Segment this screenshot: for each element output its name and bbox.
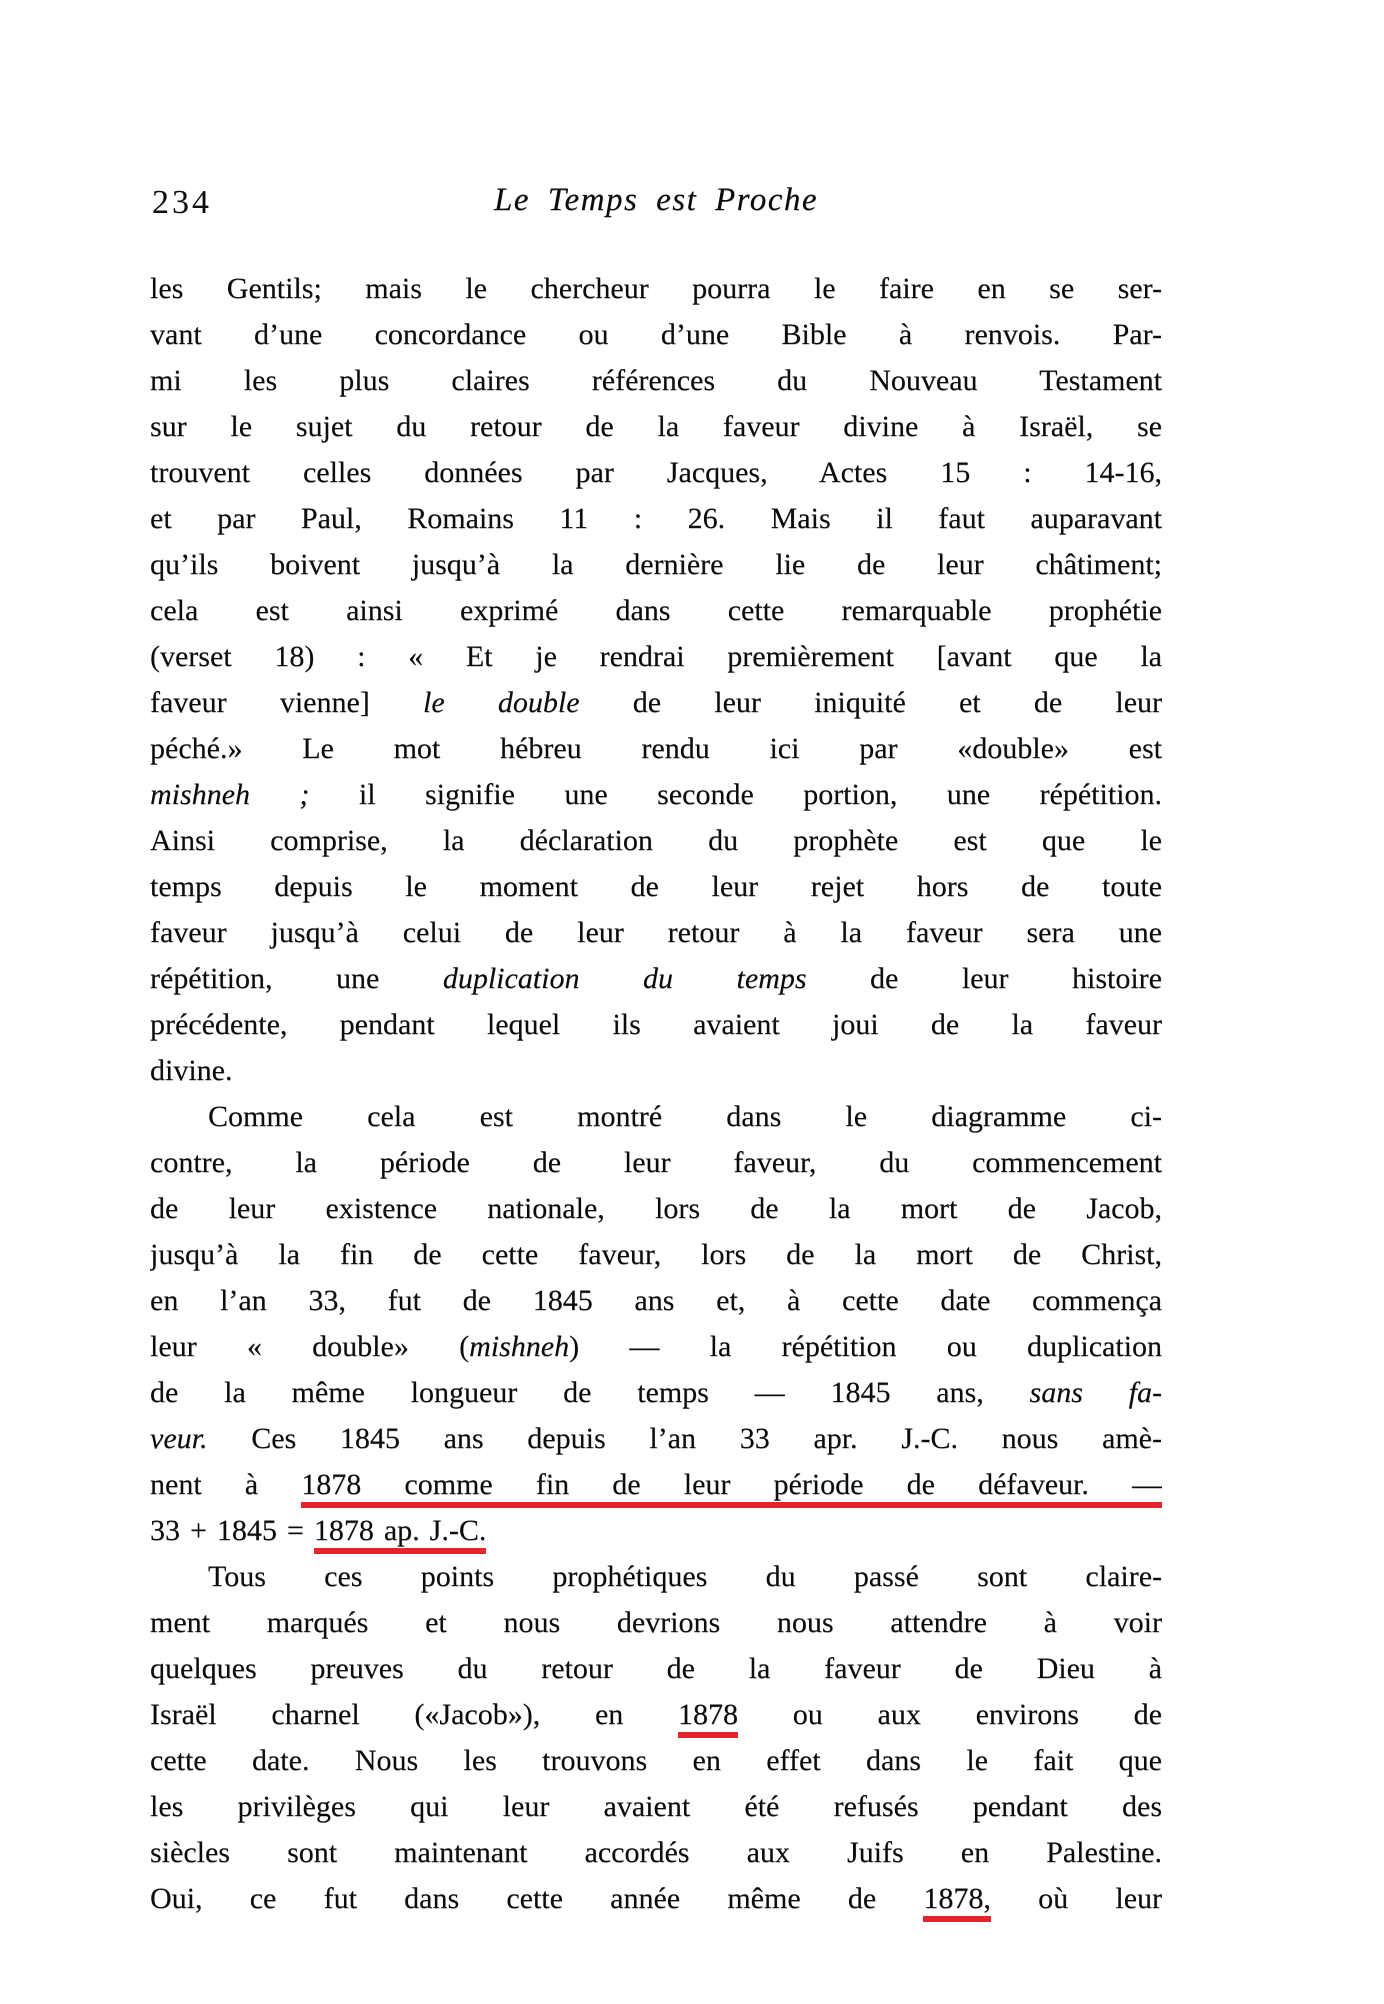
text-line	[150, 1508, 1162, 1554]
text-line	[150, 1646, 1162, 1692]
text-segment: Israël charnel («Jacob»), en	[150, 1698, 679, 1731]
text-segment: les privilèges qui leur avaient été refusés pendant des	[150, 1790, 1162, 1823]
text-segment: leur « double» (	[150, 1330, 470, 1363]
text-segment: quelques preuves du retour de la faveur de Dieu à	[150, 1652, 1162, 1685]
text-segment: précédente, pendant lequel ils avaient joui de la faveur	[150, 1008, 1162, 1041]
text-segment: Oui, ce fut dans cette année même de	[150, 1882, 924, 1915]
text-line	[150, 910, 1162, 956]
text-line	[150, 1278, 1162, 1324]
text-segment: duplication du temps	[442, 962, 807, 995]
text-line	[150, 956, 1162, 1002]
text-line	[150, 1830, 1162, 1876]
text-segment: il signifie une seconde portion, une répétition.	[309, 778, 1162, 811]
text-segment: Tous ces points prophétiques du passé sont claire-	[208, 1560, 1162, 1593]
text-line	[150, 1784, 1162, 1830]
text-line	[150, 1554, 1162, 1600]
text-segment: contre, la période de leur faveur, du commencement	[150, 1146, 1162, 1179]
text-segment: trouvent celles données par Jacques, Actes 15 : 14-16,	[150, 456, 1162, 489]
red-underlined-text: 1878 ap. J.-C.	[314, 1514, 487, 1554]
text-segment: de leur histoire	[806, 962, 1162, 995]
text-segment: en l’an 33, fut de 1845 ans et, à cette date commença	[150, 1284, 1162, 1317]
text-line	[150, 1324, 1162, 1370]
text-line	[150, 588, 1162, 634]
text-segment: vant d’une concordance ou d’une Bible à renvois. Par-	[150, 318, 1162, 351]
text-segment: répétition, une	[150, 962, 443, 995]
text-segment: les Gentils; mais le chercheur pourra le faire en se ser-	[150, 272, 1162, 305]
text-segment: mishneh	[469, 1330, 570, 1363]
text-line	[150, 312, 1162, 358]
text-segment: sur le sujet du retour de la faveur divine à Israël, se	[150, 410, 1162, 443]
text-segment: divine.	[150, 1054, 233, 1087]
text-segment: de leur iniquité et de leur	[579, 686, 1162, 719]
text-segment: Ainsi comprise, la déclaration du prophète est que le	[150, 824, 1162, 857]
text-segment: 33 + 1845 =	[150, 1514, 314, 1547]
text-line	[150, 864, 1162, 910]
text-line	[150, 358, 1162, 404]
text-line	[150, 1738, 1162, 1784]
text-segment: cela est ainsi exprimé dans cette remarquable prophétie	[150, 594, 1162, 627]
text-line	[150, 266, 1162, 312]
text-line	[150, 1462, 1162, 1508]
text-line	[150, 634, 1162, 680]
text-line	[150, 1876, 1162, 1922]
text-segment: et par Paul, Romains 11 : 26. Mais il faut auparavant	[150, 502, 1162, 535]
text-segment: veur.	[150, 1422, 208, 1455]
text-segment: qu’ils boivent jusqu’à la dernière lie de leur châtiment;	[150, 548, 1162, 581]
text-segment: ment marqués et nous devrions nous attendre à voir	[150, 1606, 1162, 1639]
text-segment: où leur	[990, 1882, 1162, 1915]
text-line	[150, 1140, 1162, 1186]
text-segment: jusqu’à la fin de cette faveur, lors de la mort de Christ,	[150, 1238, 1162, 1271]
text-segment: de la même longueur de temps — 1845 ans,	[150, 1376, 1030, 1409]
body-text	[150, 266, 1162, 1922]
text-line	[150, 1186, 1162, 1232]
text-line	[150, 1048, 1162, 1094]
text-segment: le double	[423, 686, 580, 719]
text-segment: cette date. Nous les trouvons en effet dans le fait que	[150, 1744, 1162, 1777]
text-line	[150, 1692, 1162, 1738]
text-segment: Comme cela est montré dans le diagramme ci-	[208, 1100, 1162, 1133]
text-segment: sans fa-	[1029, 1376, 1162, 1409]
text-segment: temps depuis le moment de leur rejet hors de toute	[150, 870, 1162, 903]
text-segment: siècles sont maintenant accordés aux Juifs en Palestine.	[150, 1836, 1162, 1869]
page-header	[150, 180, 1162, 228]
text-line	[150, 496, 1162, 542]
text-line	[150, 542, 1162, 588]
text-segment: faveur jusqu’à celui de leur retour à la faveur sera une	[150, 916, 1162, 949]
text-line	[150, 404, 1162, 450]
text-segment: mishneh ;	[150, 778, 310, 811]
text-line	[150, 818, 1162, 864]
text-segment: nent à	[150, 1468, 302, 1501]
red-underlined-text: 1878 comme fin de leur période de défaveur. —	[301, 1468, 1162, 1508]
text-line	[150, 450, 1162, 496]
red-underlined-text: 1878	[678, 1698, 738, 1738]
text-line	[150, 1002, 1162, 1048]
red-underlined-text: 1878,	[923, 1882, 991, 1922]
text-line	[150, 680, 1162, 726]
text-line	[150, 1094, 1162, 1140]
text-segment: ) — la répétition ou duplication	[569, 1330, 1162, 1363]
text-line	[150, 1416, 1162, 1462]
text-segment: (verset 18) : « Et je rendrai premièrement [avant que la	[150, 640, 1162, 673]
text-segment: péché.» Le mot hébreu rendu ici par «double» est	[150, 732, 1162, 765]
page-number: 234	[152, 184, 212, 221]
text-segment: de leur existence nationale, lors de la mort de Jacob,	[150, 1192, 1162, 1225]
text-segment: mi les plus claires références du Nouveau Testament	[150, 364, 1162, 397]
text-line	[150, 772, 1162, 818]
running-title: Le Temps est Proche	[493, 182, 819, 218]
text-segment: Ces 1845 ans depuis l’an 33 apr. J.-C. nous amè-	[207, 1422, 1162, 1455]
text-segment: ou aux environs de	[738, 1698, 1162, 1731]
text-line	[150, 726, 1162, 772]
text-segment: faveur vienne]	[150, 686, 423, 719]
text-line	[150, 1370, 1162, 1416]
text-line	[150, 1600, 1162, 1646]
text-line	[150, 1232, 1162, 1278]
